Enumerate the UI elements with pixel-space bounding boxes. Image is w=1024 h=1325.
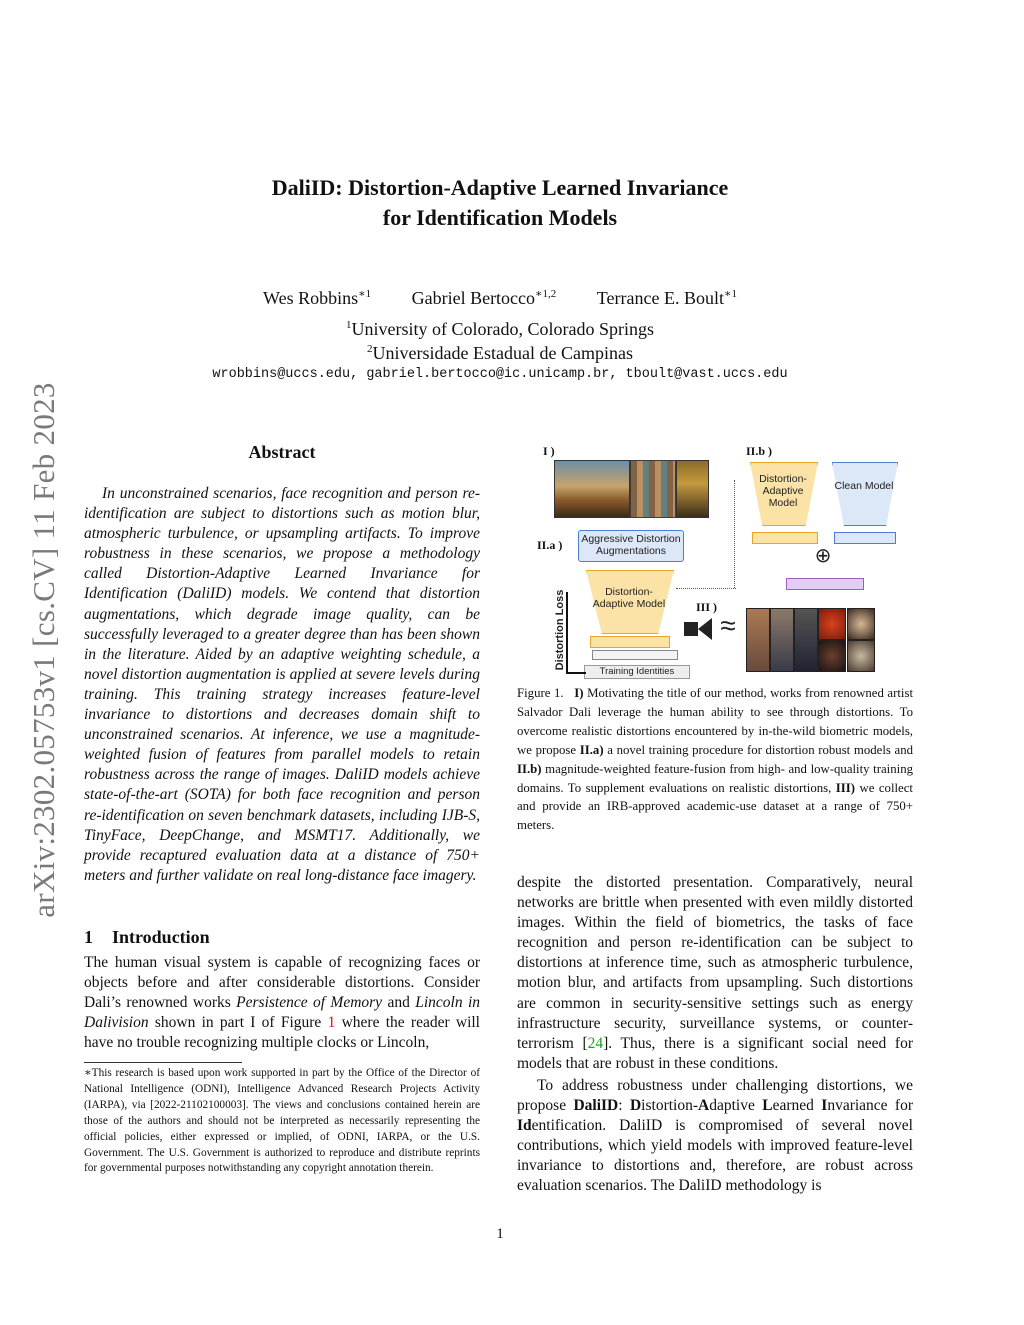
clean-model-shape — [832, 462, 898, 526]
fusion-plus-icon: ⊕ — [814, 545, 832, 567]
figure-1 — [530, 442, 920, 682]
face-thumbnail — [847, 608, 875, 640]
title-line-2: for Identification Models — [382, 205, 618, 230]
training-stack — [592, 650, 678, 660]
intro-paragraph: The human visual system is capable of recognizing faces or objects before and after considerable distortions. Consider Dali’s renowned works Persistence of Memory and Lincoln in Dalivision shown in part I of Figure 1 where the reader will have no trouble recognizing multiple clocks or Lincoln, — [84, 954, 480, 1052]
lincoln-in-dalivision-image — [630, 460, 676, 518]
abstract-heading: Abstract — [248, 442, 316, 462]
author-list — [200, 287, 800, 309]
left-model-label: Distortion-Adaptive Model — [592, 586, 666, 610]
face-thumbnail — [818, 608, 846, 640]
feature-bar — [590, 636, 670, 648]
persistence-of-memory-image — [554, 460, 630, 518]
paper-title — [200, 173, 800, 233]
affiliation: $^2$Universidade Estadual de Campinas — [367, 343, 633, 363]
footnote: ∗This research is based upon work supported in part by the Office of the Director of National Intelligence (ODNI), Intelligence Advanced Research Projects Activity (IARPA), via [2022-21102100003]. The views and conclusions contained herein are those of the authors and should not be interpreted as necessarily representing the official policies, either expressed or implied, of ODNI, IARPA, or the U.S. Government. The U.S. Government is authorized to reproduce and distribute reprints for governmental purposes notwithstanding any copyright annotation therein. — [84, 1067, 480, 1175]
face-thumbnail — [818, 640, 846, 672]
dotted-connector — [734, 480, 735, 588]
section-heading: 1 Introduction — [84, 927, 210, 947]
arxiv-sidebar — [0, 350, 80, 950]
person-thumbnail — [794, 608, 818, 672]
label-IIb: II.b ) — [746, 444, 773, 458]
x-axis — [566, 672, 586, 674]
title-line-1: DaliID: Distortion-Adaptive Learned Invariance — [271, 175, 729, 200]
right-column-body — [517, 873, 913, 1197]
abstract-text: In unconstrained scenarios, face recognition and person re-identification are subject to distortions such as motion blur, atmospheric turbulence, or upsampling artifacts. To improve robustness in these scenarios, we propose a methodology called Distortion-Adaptive Learned Invariance for Identification (DaliID) models. We contend that distortion augmentations, which degrade image quality, can be successfully leveraged to a greater degree than has been shown in the literature. Aided by an adaptive weighting schedule, a novel distortion augmentation is applied at severe levels during training. This training strategy increases feature-level invariance to distortions and decreases domain shift to unconstrained scenarios. At inference, we use a magnitude-weighted fusion of features from parallel models to retain robustness across the range of images. DaliID models achieve state-of-the-art (SOTA) for both face recognition and person re-identification on seven benchmark datasets, including IJB-S, TinyFace, DeepChange, and MSMT17. Additionally, we provide recaptured evaluation data at a distance of 750+ meters and further validate on real long-distance face imagery. — [84, 485, 480, 884]
author: Terrance E. Boult$^{∗1}$ — [596, 288, 737, 308]
label-IIa: II.a ) — [537, 538, 563, 552]
person-thumbnail — [770, 608, 794, 672]
turbulence-waves-icon: ≈ — [720, 610, 736, 641]
camera-lens-icon — [698, 618, 712, 640]
affiliation: $^1$University of Colorado, Colorado Springs — [346, 319, 654, 339]
arxiv-id: arXiv:2302.05753v1 [cs.CV] 11 Feb 2023 — [26, 382, 61, 918]
citation-link[interactable]: 24 — [587, 1034, 604, 1052]
person-thumbnail — [746, 608, 770, 672]
camera-icon — [684, 622, 698, 636]
feature-bar — [834, 532, 896, 544]
figure-ref-link[interactable]: 1 — [327, 1014, 336, 1032]
dali-painting-image — [676, 460, 709, 518]
face-thumbnail — [847, 640, 875, 672]
top-model-label: Distortion-Adaptive Model — [759, 473, 807, 509]
aug-box: Aggressive Distortion Augmentations — [578, 530, 684, 562]
paragraph: To address robustness under challenging distortions, we propose DaliID: Distortion-Adaptive Learned Invariance for Identification. DaliID is compromised of several novel contributions, which yield models with improved feature-level invariance to distortions and, therefore, are robust across evaluation scenarios. The DaliID methodology is — [517, 1076, 914, 1195]
author: Gabriel Bertocco$^{∗1,2}$ — [411, 288, 557, 308]
author-emails: wrobbins@uccs.edu, gabriel.bertocco@ic.unicamp.br, tboult@vast.uccs.edu — [212, 367, 788, 382]
author: Wes Robbins$^{∗1}$ — [263, 288, 372, 308]
y-axis — [566, 592, 568, 672]
training-ids-label: Training Identities — [584, 665, 690, 679]
fused-feature-bar — [786, 578, 864, 590]
label-III: III ) — [696, 600, 718, 614]
clean-model-label: Clean Model — [834, 480, 894, 492]
footnote-rule — [84, 1062, 242, 1063]
label-I: I ) — [543, 444, 555, 458]
paragraph: despite the distorted presentation. Comparatively, neural networks are brittle when presented with even mildly distorted images. Within the field of biometrics, the tasks of face recognition and person re-identification can be subject to distortions at inference time, such as atmospheric turbulence, motion blur, and artifacts from upsampling. Such distortions are common in security-sensitive settings such as energy infrastructure security, surveillance systems, or counter-terrorism [24]. Thus, there is a significant social need for models that are robust in these conditions. — [517, 874, 913, 1072]
page-number: 1 — [496, 1226, 504, 1242]
dotted-connector — [676, 588, 736, 589]
figure-caption: Figure 1. I) Motivating the title of our method, works from renowned artist Salvador Dali leverage the human ability to see through distortions. To overcome realistic distortions encountered by in-the-wild biometric models, we propose II.a) a novel training procedure for distortion robust models and II.b) magnitude-weighted feature-fusion from high- and low-quality training domains. To supplement evaluations on realistic distortions, III) we collect and provide an IRB-approved academic-use dataset at a range of 750+ meters. — [517, 686, 914, 833]
axis-label: Distortion Loss — [554, 589, 566, 671]
feature-bar — [752, 532, 818, 544]
